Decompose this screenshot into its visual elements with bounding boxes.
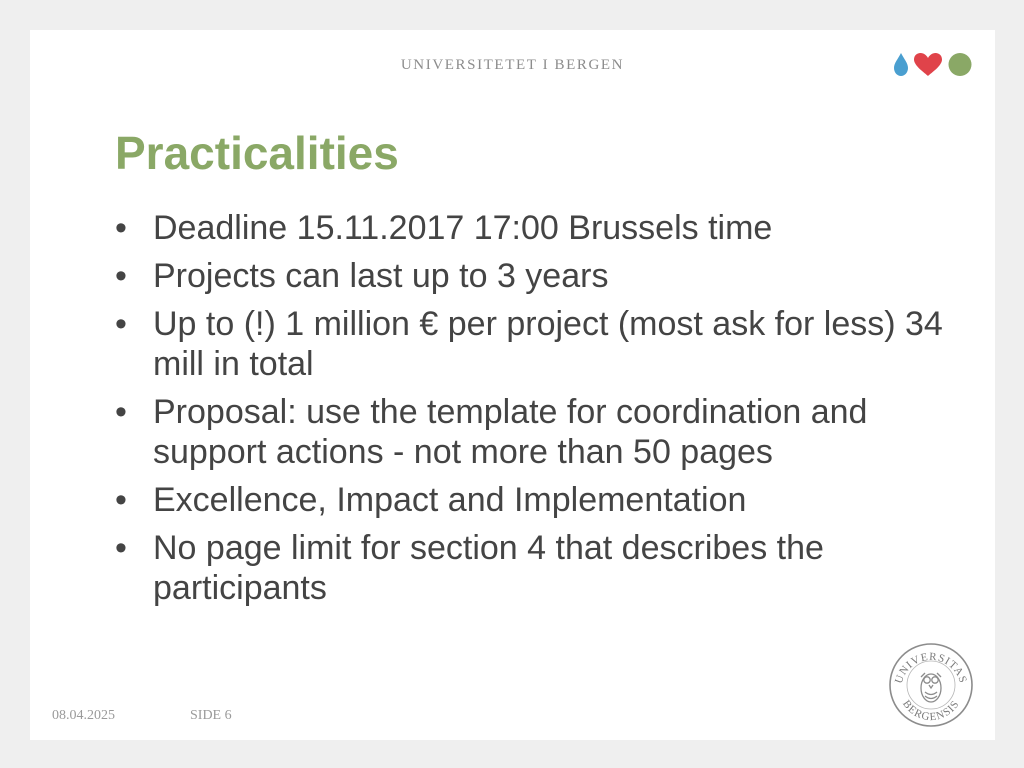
circle-icon bbox=[949, 53, 972, 76]
university-seal-icon bbox=[888, 642, 974, 728]
bullet-dot: • bbox=[115, 393, 127, 431]
bullet-dot: • bbox=[115, 305, 127, 343]
svg-text:BERGENSIS: BERGENSIS bbox=[900, 698, 962, 724]
bullet-list bbox=[115, 208, 955, 616]
uib-logo-icons bbox=[892, 50, 974, 78]
bullet-dot: • bbox=[115, 257, 127, 295]
bullet-item bbox=[115, 392, 955, 472]
bullet-text: Deadline 15.11.2017 17:00 Brussels time bbox=[153, 209, 773, 247]
bullet-text: Excellence, Impact and Implementation bbox=[153, 481, 747, 519]
bullet-item bbox=[115, 528, 955, 608]
bullet-dot: • bbox=[115, 529, 127, 567]
owl-icon bbox=[921, 673, 941, 702]
bullet-item bbox=[115, 480, 955, 520]
heart-icon bbox=[914, 53, 942, 76]
water-drop-icon bbox=[894, 53, 908, 76]
footer-page-number: SIDE 6 bbox=[190, 708, 232, 723]
svg-text:UNIVERSITAS: UNIVERSITAS bbox=[892, 650, 970, 686]
bullet-dot: • bbox=[115, 481, 127, 519]
institution-header: UNIVERSITETET I BERGEN bbox=[400, 57, 625, 73]
bullet-text: Proposal: use the template for coordination and support actions - not more than 50 pages bbox=[153, 393, 868, 471]
bullet-item bbox=[115, 256, 955, 296]
bullet-dot: • bbox=[115, 209, 127, 247]
slide bbox=[30, 30, 995, 740]
slide-title: Practicalities bbox=[115, 127, 399, 179]
bullet-text: No page limit for section 4 that describes the participants bbox=[153, 529, 824, 607]
bullet-text: Projects can last up to 3 years bbox=[153, 257, 609, 295]
footer-date: 08.04.2025 bbox=[52, 708, 115, 723]
bullet-text: Up to (!) 1 million € per project (most ask for less) 34 mill in total bbox=[153, 305, 943, 383]
bullet-item bbox=[115, 304, 955, 384]
bullet-item bbox=[115, 208, 955, 248]
